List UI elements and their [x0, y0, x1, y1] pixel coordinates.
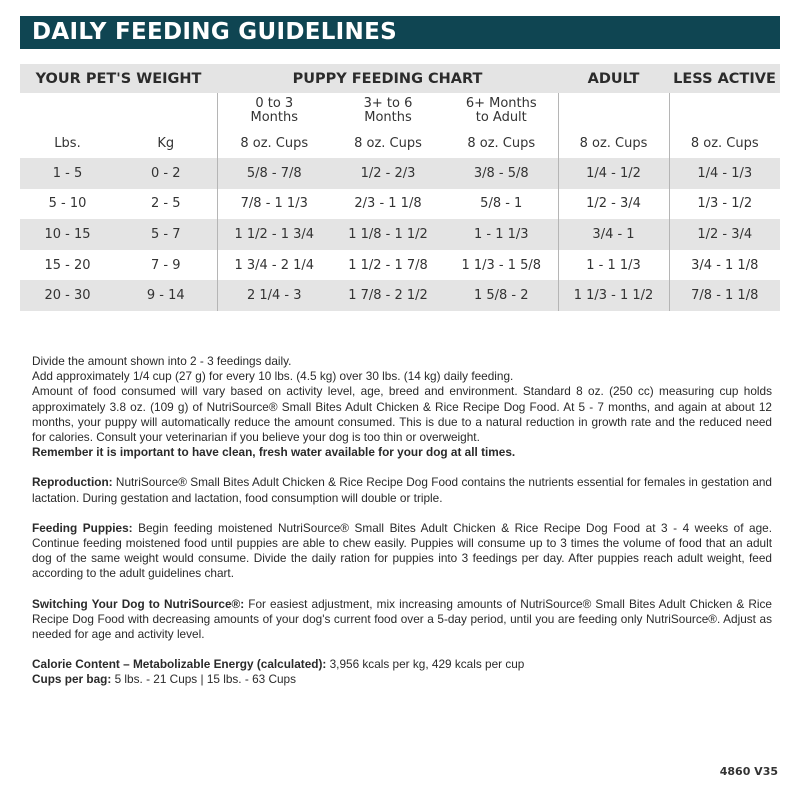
- cell-6-months-adult: 1 5/8 - 2: [473, 288, 529, 304]
- cell-less-active: 1/2 - 3/4: [669, 219, 780, 250]
- cell-0-3-months: 2 1/4 - 3: [217, 280, 331, 311]
- cell-3-6-months: 1 1/2 - 1 7/8: [348, 257, 428, 273]
- cell-lbs: 10 - 15: [44, 226, 91, 242]
- feeding-puppies-paragraph: [32, 521, 772, 582]
- cell-less-active: 7/8 - 1 1/8: [669, 280, 780, 311]
- switching-paragraph: [32, 597, 772, 643]
- age-header-less-active-blank: [669, 93, 780, 129]
- note-divide: Divide the amount shown into 2 - 3 feedings daily.: [32, 354, 292, 368]
- adult-header: ADULT: [587, 70, 640, 87]
- cell-0-3-months: 7/8 - 1 1/3: [217, 189, 331, 220]
- units-row: [20, 129, 780, 158]
- cell-kg: 5 - 7: [151, 226, 181, 242]
- unit-kg: Kg: [157, 136, 175, 151]
- table-row: [20, 189, 780, 220]
- cell-6-months-adult: 1 - 1 1/3: [473, 226, 529, 242]
- unit-cups: 8 oz. Cups: [467, 136, 536, 151]
- age-header-blank: [20, 93, 217, 129]
- cell-kg: 2 - 5: [151, 196, 181, 212]
- switching-label: Switching Your Dog to NutriSource®:: [32, 596, 245, 611]
- feeding-puppies-text: Begin feeding moistened NutriSource® Small Bites Adult Chicken & Rice Recipe Dog Food at 3 - 4 weeks of age. Continue feeding moistened food until puppies are able to chew easily. Puppies will consume up to 3 times the volume of food that an adult dog of the same weight would consume. Divide the daily ration for puppies into 3 feedings per day. After puppies reach adult weight, feed according to the adult guidelines chart.: [32, 520, 772, 581]
- cell-lbs: 15 - 20: [44, 257, 91, 273]
- cups-per-bag-label: Cups per bag:: [32, 672, 112, 687]
- table-row: [20, 280, 780, 311]
- age-header-6-months-adult: 6+ Months to Adult: [465, 96, 537, 125]
- reproduction-label: Reproduction:: [32, 475, 113, 490]
- less-active-header: LESS ACTIVE: [673, 70, 776, 87]
- age-header-adult-blank: [558, 93, 669, 129]
- cell-6-months-adult: 5/8 - 1: [480, 196, 523, 212]
- age-header-3-6-months: 3+ to 6 Months: [363, 96, 413, 125]
- cell-kg: 7 - 9: [151, 257, 181, 273]
- cell-6-months-adult: 3/8 - 5/8: [473, 165, 529, 181]
- reproduction-text: NutriSource® Small Bites Adult Chicken & Rice Recipe Dog Food contains the nutrients essential for females in gestation and lactation. During gestation and lactation, food consumption will double or triple.: [32, 475, 772, 505]
- cell-adult: 1/4 - 1/2: [558, 158, 669, 189]
- unit-cups: 8 oz. Cups: [558, 129, 669, 158]
- unit-cups: 8 oz. Cups: [354, 136, 422, 151]
- cell-adult: 3/4 - 1: [558, 219, 669, 250]
- cell-lbs: 1 - 5: [52, 165, 83, 181]
- puppy-chart-header: PUPPY FEEDING CHART: [292, 70, 483, 87]
- cell-adult: 1/2 - 3/4: [558, 189, 669, 220]
- feeding-chart-table: [20, 64, 780, 311]
- cups-per-bag-text: 5 lbs. - 21 Cups | 15 lbs. - 63 Cups: [111, 672, 297, 687]
- cell-less-active: 1/4 - 1/3: [669, 158, 780, 189]
- note-add-per-weight: Add approximately 1/4 cup (27 g) for every 10 lbs. (4.5 kg) over 30 lbs. (14 kg) daily feeding.: [32, 369, 514, 384]
- calorie-text: 3,956 kcals per kg, 429 kcals per cup: [326, 657, 525, 672]
- calorie-content: [32, 657, 772, 672]
- cell-adult: 1 - 1 1/3: [558, 250, 669, 281]
- cell-0-3-months: 1 3/4 - 2 1/4: [217, 250, 331, 281]
- calorie-label: Calorie Content – Metabolizable Energy (calculated):: [32, 657, 327, 672]
- table-row: [20, 158, 780, 189]
- cell-adult: 1 1/3 - 1 1/2: [558, 280, 669, 311]
- table-row: [20, 219, 780, 250]
- cell-kg: 0 - 2: [151, 165, 181, 181]
- cell-0-3-months: 1 1/2 - 1 3/4: [217, 219, 331, 250]
- page-title: DAILY FEEDING GUIDELINES: [20, 16, 780, 49]
- unit-lbs: Lbs.: [54, 136, 81, 151]
- cell-0-3-months: 5/8 - 7/8: [217, 158, 331, 189]
- cell-3-6-months: 2/3 - 1 1/8: [354, 196, 422, 212]
- cell-6-months-adult: 1 1/3 - 1 5/8: [461, 257, 542, 273]
- cell-lbs: 5 - 10: [48, 196, 87, 212]
- version-code: 4860 V35: [719, 765, 778, 778]
- unit-cups: 8 oz. Cups: [669, 129, 780, 158]
- cell-kg: 9 - 14: [146, 288, 185, 304]
- table-row: [20, 250, 780, 281]
- reproduction-paragraph: [32, 475, 772, 505]
- switching-text: For easiest adjustment, mix increasing amounts of NutriSource® Small Bites Adult Chicken & Rice Recipe Dog Food with decreasing amounts of your dog's current food over a 5-day period, until you are feeding only NutriSource®. Adjust as needed for age and activity level.: [32, 596, 772, 642]
- weight-header: YOUR PET'S WEIGHT: [35, 70, 202, 87]
- unit-cups: 8 oz. Cups: [217, 129, 331, 158]
- note-amount-varies: Amount of food consumed will vary based on activity level, age, breed and environment. Standard 8 oz. (250 cc) measuring cup holds approximately 3.8 oz. (109 g) of NutriSource® Small Bites Adult Chicken & Rice Recipe Dog Food. At 5 - 7 months, and again at about 12 months, your puppy will automatically reduce the amount consumed. This is due to a natural reduction in growth rate and the reduced need for calories. Consult your veterinarian if you believe your dog is too thin or overweight.: [32, 384, 772, 445]
- cell-less-active: 1/3 - 1/2: [669, 189, 780, 220]
- age-header-0-3-months: 0 to 3 Months: [217, 93, 331, 129]
- cell-3-6-months: 1/2 - 2/3: [360, 165, 416, 181]
- feeding-puppies-label: Feeding Puppies:: [32, 520, 133, 535]
- cell-less-active: 3/4 - 1 1/8: [669, 250, 780, 281]
- cell-3-6-months: 1 1/8 - 1 1/2: [348, 226, 428, 242]
- feeding-notes: [32, 354, 772, 688]
- cups-per-bag: [32, 672, 772, 687]
- note-fresh-water: Remember it is important to have clean, fresh water available for your dog at all times.: [32, 445, 516, 460]
- age-header-row: [20, 93, 780, 129]
- cell-3-6-months: 1 7/8 - 2 1/2: [348, 288, 428, 304]
- table-header-row: [20, 64, 780, 93]
- cell-lbs: 20 - 30: [44, 288, 91, 304]
